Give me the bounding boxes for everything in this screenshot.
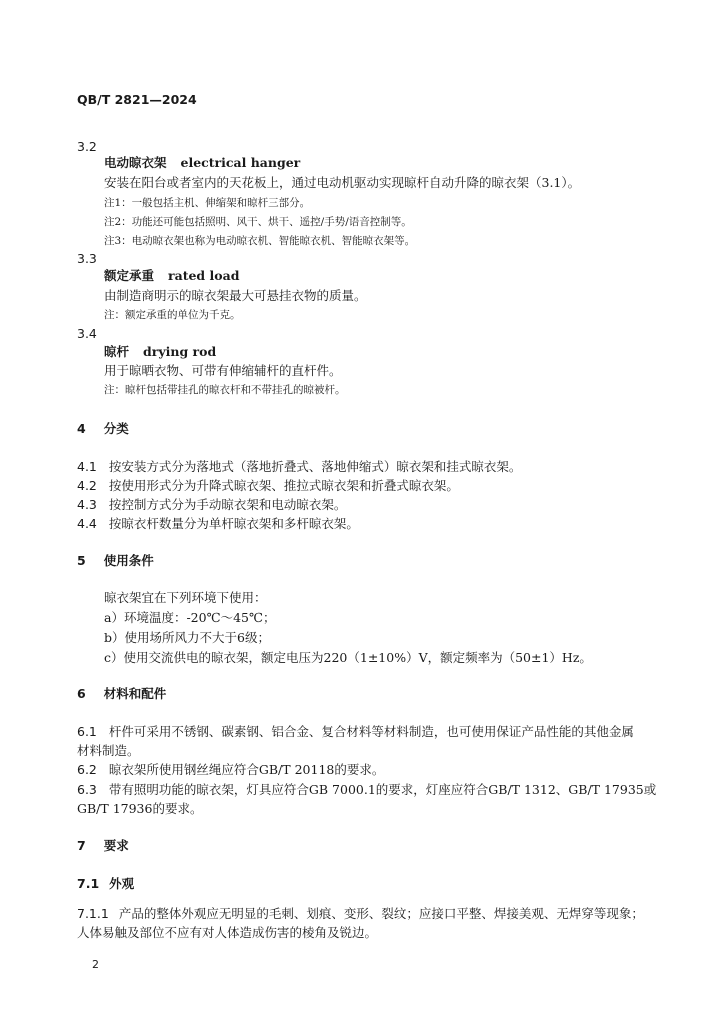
definition: 安装在阳台或者室内的天花板上，通过电动机驱动实现晾杆自动升降的晾衣架（3.1）。: [104, 175, 581, 190]
definition: 用于晾晒衣物、可带有伸缩辅杆的直杆件。: [104, 363, 342, 378]
term-en: drying rod: [143, 344, 217, 359]
section-number: 5: [77, 553, 86, 568]
paragraph: 7.1.1 产品的整体外观应无明显的毛刺、划痕、变形、裂纹；应接口平整、焊接美观、无焊穿等现象；: [77, 906, 644, 921]
list-item: a）环境温度：-20℃～45℃；: [104, 610, 276, 625]
section-heading: [77, 421, 129, 437]
list-item: 4.2 按使用形式分为升降式晾衣架、推拉式晾衣架和折叠式晾衣架。: [77, 478, 459, 493]
section-heading: [77, 553, 154, 569]
document-code: QB/T 2821—2024: [77, 92, 197, 107]
section-title: 分类: [103, 421, 129, 436]
subsection-heading: [77, 876, 134, 892]
paragraph: 6.3 带有照明功能的晾衣架，灯具应符合GB 7000.1的要求，灯座应符合GB/T 1312、GB/T 17935或: [77, 782, 657, 797]
list-item: c）使用交流供电的晾衣架，额定电压为220（1±10%）V，额定频率为（50±1）Hz。: [104, 650, 592, 665]
section-number: 7: [77, 838, 86, 853]
paragraph-continuation: 人体易触及部位不应有对人体造成伤害的棱角及锐边。: [77, 925, 378, 940]
term-heading: [104, 155, 300, 171]
note: 注2：功能还可能包括照明、风干、烘干、遥控/手势/语音控制等。: [104, 216, 412, 228]
page-number: 2: [92, 958, 99, 971]
term-cn: 晾杆: [104, 344, 130, 359]
term-heading: [104, 268, 239, 284]
paragraph: 6.2 晾衣架所使用钢丝绳应符合GB/T 20118的要求。: [77, 762, 385, 777]
paragraph: 晾衣架宜在下列环境下使用：: [104, 590, 267, 605]
paragraph-continuation: GB/T 17936的要求。: [77, 801, 203, 816]
paragraph: 6.1 杆件可采用不锈钢、碳素钢、铝合金、复合材料等材料制造，也可使用保证产品性能的其他金属: [77, 724, 634, 739]
definition: 由制造商明示的晾衣架最大可悬挂衣物的质量。: [104, 288, 367, 303]
paragraph-continuation: 材料制造。: [77, 743, 140, 758]
section-heading: [77, 686, 166, 702]
term-heading: [104, 344, 216, 360]
clause-number: 3.2: [77, 139, 97, 154]
list-item: 4.4 按晾衣杆数量分为单杆晾衣架和多杆晾衣架。: [77, 516, 359, 531]
section-title: 要求: [103, 838, 129, 853]
subsection-title: 外观: [109, 876, 135, 891]
section-title: 使用条件: [103, 553, 154, 568]
section-number: 4: [77, 421, 86, 436]
section-title: 材料和配件: [103, 686, 167, 701]
note: 注：额定承重的单位为千克。: [104, 309, 241, 321]
subsection-number: 7.1: [77, 876, 100, 891]
term-cn: 额定承重: [104, 268, 155, 283]
term-cn: 电动晾衣架: [104, 155, 167, 170]
section-heading: [77, 838, 129, 854]
note: 注：晾杆包括带挂孔的晾衣杆和不带挂孔的晾被杆。: [104, 384, 346, 396]
note: 注1：一般包括主机、伸缩架和晾杆三部分。: [104, 197, 311, 209]
clause-number: 3.4: [77, 326, 97, 341]
list-item: 4.1 按安装方式分为落地式（落地折叠式、落地伸缩式）晾衣架和挂式晾衣架。: [77, 459, 522, 474]
term-en: rated load: [168, 268, 240, 283]
section-number: 6: [77, 686, 86, 701]
list-item: b）使用场所风力不大于6级；: [104, 630, 270, 645]
clause-number: 3.3: [77, 251, 97, 266]
list-item: 4.3 按控制方式分为手动晾衣架和电动晾衣架。: [77, 497, 347, 512]
term-en: electrical hanger: [180, 155, 301, 170]
note: 注3：电动晾衣架也称为电动晾衣机、智能晾衣机、智能晾衣架等。: [104, 235, 416, 247]
